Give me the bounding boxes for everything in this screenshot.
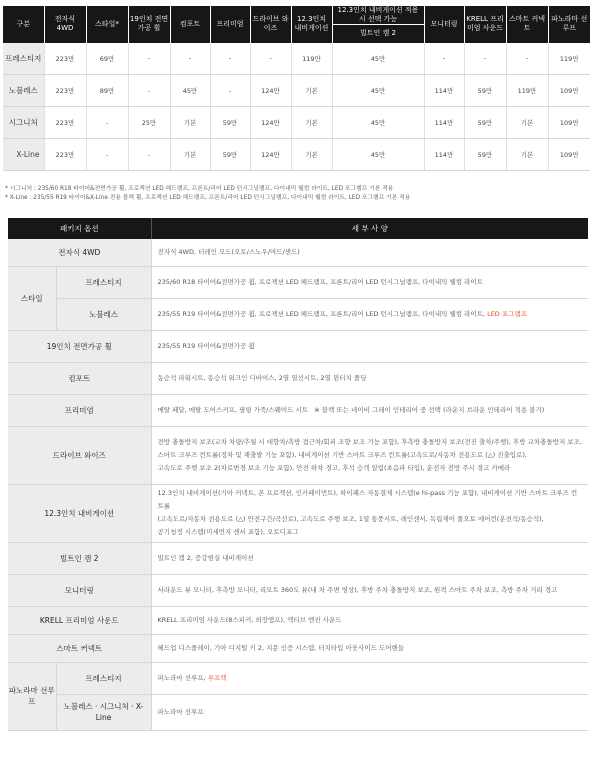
table-row [8,330,588,362]
cell: 59만 [210,139,250,171]
row-name: 시그니처 [3,107,44,139]
option-detail [151,484,588,542]
cell: - [506,43,548,75]
cell: 89만 [86,75,128,107]
table-row [8,542,588,574]
cell: - [128,75,170,107]
table-row [8,484,588,542]
option-detail: KRELL 프리미엄 사운드(8스피커, 외장앰프), 액티브 엔진 사운드 [151,606,588,634]
table-row [8,694,588,730]
table-row [3,107,590,139]
cell: 124만 [250,139,291,171]
cell: - [210,75,250,107]
cell: - [86,139,128,171]
row-name-label: X-Line [16,150,40,159]
cell: 59만 [210,107,250,139]
table-row [8,662,588,694]
cell: 45만 [332,43,424,75]
table-row [8,634,588,662]
cell: 69만 [86,43,128,75]
option-name: 모니터링 [8,574,151,606]
option-detail: 235/55 R19 타이어&전면가공 휠 [151,330,588,362]
header-category: 구분 [3,6,44,43]
detail-text: 235/55 R19 타이어&전면가공 휠, 프로젝션 LED 헤드램프, 프론트/리어 LED 턴시그널램프, 다이내믹 웰컴 라이트, [157,309,485,318]
option-detail: 동승석 파워시트, 동승석 워크인 디바이스, 2열 열선시트, 2열 윈터치 폴딩 [151,362,588,394]
footnotes [5,185,410,203]
row-name [3,139,44,171]
option-detail: 서라운드 뷰 모니터, 후측방 모니터, 리모트 360도 뷰(내 차 주변 영상), 후방 주차 충돌방지 보조, 원격 스마트 주차 보조, 측방 주차 거리 경고 [151,574,588,606]
cell: 45만 [332,139,424,171]
option-group-name: 스타일 [8,266,56,330]
table-row [8,362,588,394]
cell: - [424,43,464,75]
cell: 기본 [291,139,332,171]
option-name: 전자식 4WD [8,239,151,266]
cell: 59만 [464,75,506,107]
detail-highlight: LED 포그램프 [487,309,527,318]
detail-line: 전방 충돌방지 보조(교차 차량/추월 시 대향차/측방 접근차/회피 조향 보조 기능 포함), 후측방 충돌방지 보조(전진 출차/주행), 후방 교차충돌방지 보조, [157,437,582,446]
detail-highlight: 루프랙 [207,673,227,682]
header-comfort: 컴포트 [170,6,210,43]
table-row [8,574,588,606]
option-name: 프레스티지 [56,662,151,694]
cell: 109만 [548,75,590,107]
option-name: 노블레스 [56,298,151,330]
option-detail [151,426,588,484]
header-package-option: 패키지 옵션 [8,218,151,239]
table-row [3,139,590,171]
cell: 59만 [464,139,506,171]
table-row [8,426,588,484]
header-detail: 세 부 사 양 [151,218,588,239]
cell: 124만 [250,75,291,107]
footnote: * 시그니처 : 235/60 R18 타이어&전면가공 휠, 프로젝션 LED 헤드램프, 프론트/리어 LED 턴시그널램프, 다이내믹 웰컴 라이트, LED 포그램프 기본 적용 [5,186,394,192]
table-row [8,266,588,298]
cell: 114만 [424,139,464,171]
row-name: 노블레스 [3,75,44,107]
cell: 109만 [548,139,590,171]
cell: 59만 [464,107,506,139]
detail-line: 공기청정 시스템(미세먼지 센서 포함), 오토디포그 [157,528,299,536]
header-builtin-cam: 빌트인 캠 2 [332,25,424,43]
option-name: 컴포트 [8,362,151,394]
table-row [8,239,588,266]
cell: 기본 [506,107,548,139]
option-name: 12.3인치 내비게이션 [8,484,151,542]
option-name: 스마트 커넥트 [8,634,151,662]
cell: 기본 [170,107,210,139]
cell: 45만 [332,107,424,139]
option-detail: 전자식 4WD, 터레인 모드(오토/스노우/머드/샌드) [151,239,588,266]
cell: 45만 [170,75,210,107]
option-detail [151,662,588,694]
cell: - [464,43,506,75]
option-detail: 메탈 페달, 메탈 도어스커프, 필링 가죽/스웨이드 시트 ※ 블랙 또는 네이비 그레이 인테리어 중 선택 (라운지 브라운 인테리어 적용 불가) [151,394,588,426]
header-krell: KRELL 프리미엄 사운드 [464,6,506,43]
option-detail: 235/60 R18 타이어&전면가공 휠, 프로젝션 LED 헤드램프, 프론트/리어 LED 턴시그널램프, 다이내믹 웰컴 라이트 [151,266,588,298]
header-wheel19: 19인치 전면가공 휠 [128,6,170,43]
cell: - [128,43,170,75]
footnote: * X-Line : 235/55 R19 타이어&X-Line 전용 블랙 휠, 프로젝션 LED 헤드램프, 프론트/리어 LED 턴시그널램프, 다이내믹 웰컴 라이트, LED 포그램프 기본 적용 [5,195,411,201]
option-name: 빌트인 캠 2 [8,542,151,574]
cell: 114만 [424,107,464,139]
table-row [8,394,588,426]
option-detail: 빌트인 캠 2, 증강현실 내비게이션 [151,542,588,574]
cell: 223만 [44,139,86,171]
option-name: 19인치 전면가공 휠 [8,330,151,362]
header-premium: 프리미엄 [210,6,250,43]
cell: - [250,43,291,75]
option-detail: 헤드업 디스플레이, 기아 디지털 키 2, 지문 인증 시스템, 터치타입 아웃사이드 도어핸들 [151,634,588,662]
price-comparison-table [3,6,590,171]
cell: 25만 [128,107,170,139]
detail-line: 12.3인치 내비게이션(기아 커넥트, 폰 프로젝션, 인카페이먼트), 하이패스 자동결제 시스템(e hi-pass 기능 포함), 내비게이션 기반 스마트 크루즈 컨트롤 [157,489,578,510]
header-smart-connect: 스마트 커넥트 [506,6,548,43]
header-drivewise: 드라이브 와이즈 [250,6,291,43]
cell: 114만 [424,75,464,107]
cell: 기본 [170,139,210,171]
header-navi-option: 12.3인치 내비게이션 적용 시 선택 가능 [332,6,424,25]
header-navi: 12.3인치 내비게이션 [291,6,332,43]
header-style: 스타일* [86,6,128,43]
cell: - [86,107,128,139]
table-row [8,298,588,330]
cell: 119만 [291,43,332,75]
detail-line: 스마트 크루즈 컨트롤(정차 및 재출발 기능 포함), 내비게이션 기반 스마트 크루즈 컨트롤(고속도로/자동차 전용도로 (△) 진출입로), [157,450,527,459]
detail-line: (고속도로/자동차 전용도로 (△) 안전구간/곡선로), 고속도로 주행 보조, 1열 통풍시트, 레인센서, 독립제어 풀오토 에어컨(운전석/동승석), [157,515,544,523]
cell: 124만 [250,107,291,139]
option-name: 드라이브 와이즈 [8,426,151,484]
cell: 119만 [548,43,590,75]
package-detail-table [8,218,588,731]
cell: 223만 [44,75,86,107]
cell: - [210,43,250,75]
option-group-name: 파노라마 선루프 [8,662,56,730]
table-row [3,43,590,75]
option-detail: 파노라마 선루프 [151,694,588,730]
cell: 45만 [332,75,424,107]
option-name: 노블레스 · 시그니처 · X-Line [56,694,151,730]
cell: 223만 [44,107,86,139]
cell: 109만 [548,107,590,139]
table-row [8,606,588,634]
option-name: 프레스티지 [56,266,151,298]
option-name: KRELL 프리미엄 사운드 [8,606,151,634]
detail-line: 고속도로 주행 보조 2(차로변경 보조 기능 포함), 안전 하차 경고, 후석 승객 알림(초음파 타입), 운전자 전방 주시 경고 카메라 [157,463,511,472]
cell: 119만 [506,75,548,107]
cell: - [170,43,210,75]
table-row [3,75,590,107]
header-awd: 전자식 4WD [44,6,86,43]
option-name: 프리미엄 [8,394,151,426]
cell: 기본 [291,107,332,139]
header-monitoring: 모니터링 [424,6,464,43]
cell: - [128,139,170,171]
cell: 223만 [44,43,86,75]
option-detail [151,298,588,330]
row-name: 프레스티지 [3,43,44,75]
cell: 기본 [506,139,548,171]
detail-text: 파노라마 선루프, [157,673,206,682]
cell: 기본 [291,75,332,107]
header-panorama: 파노라마 선루프 [548,6,590,43]
